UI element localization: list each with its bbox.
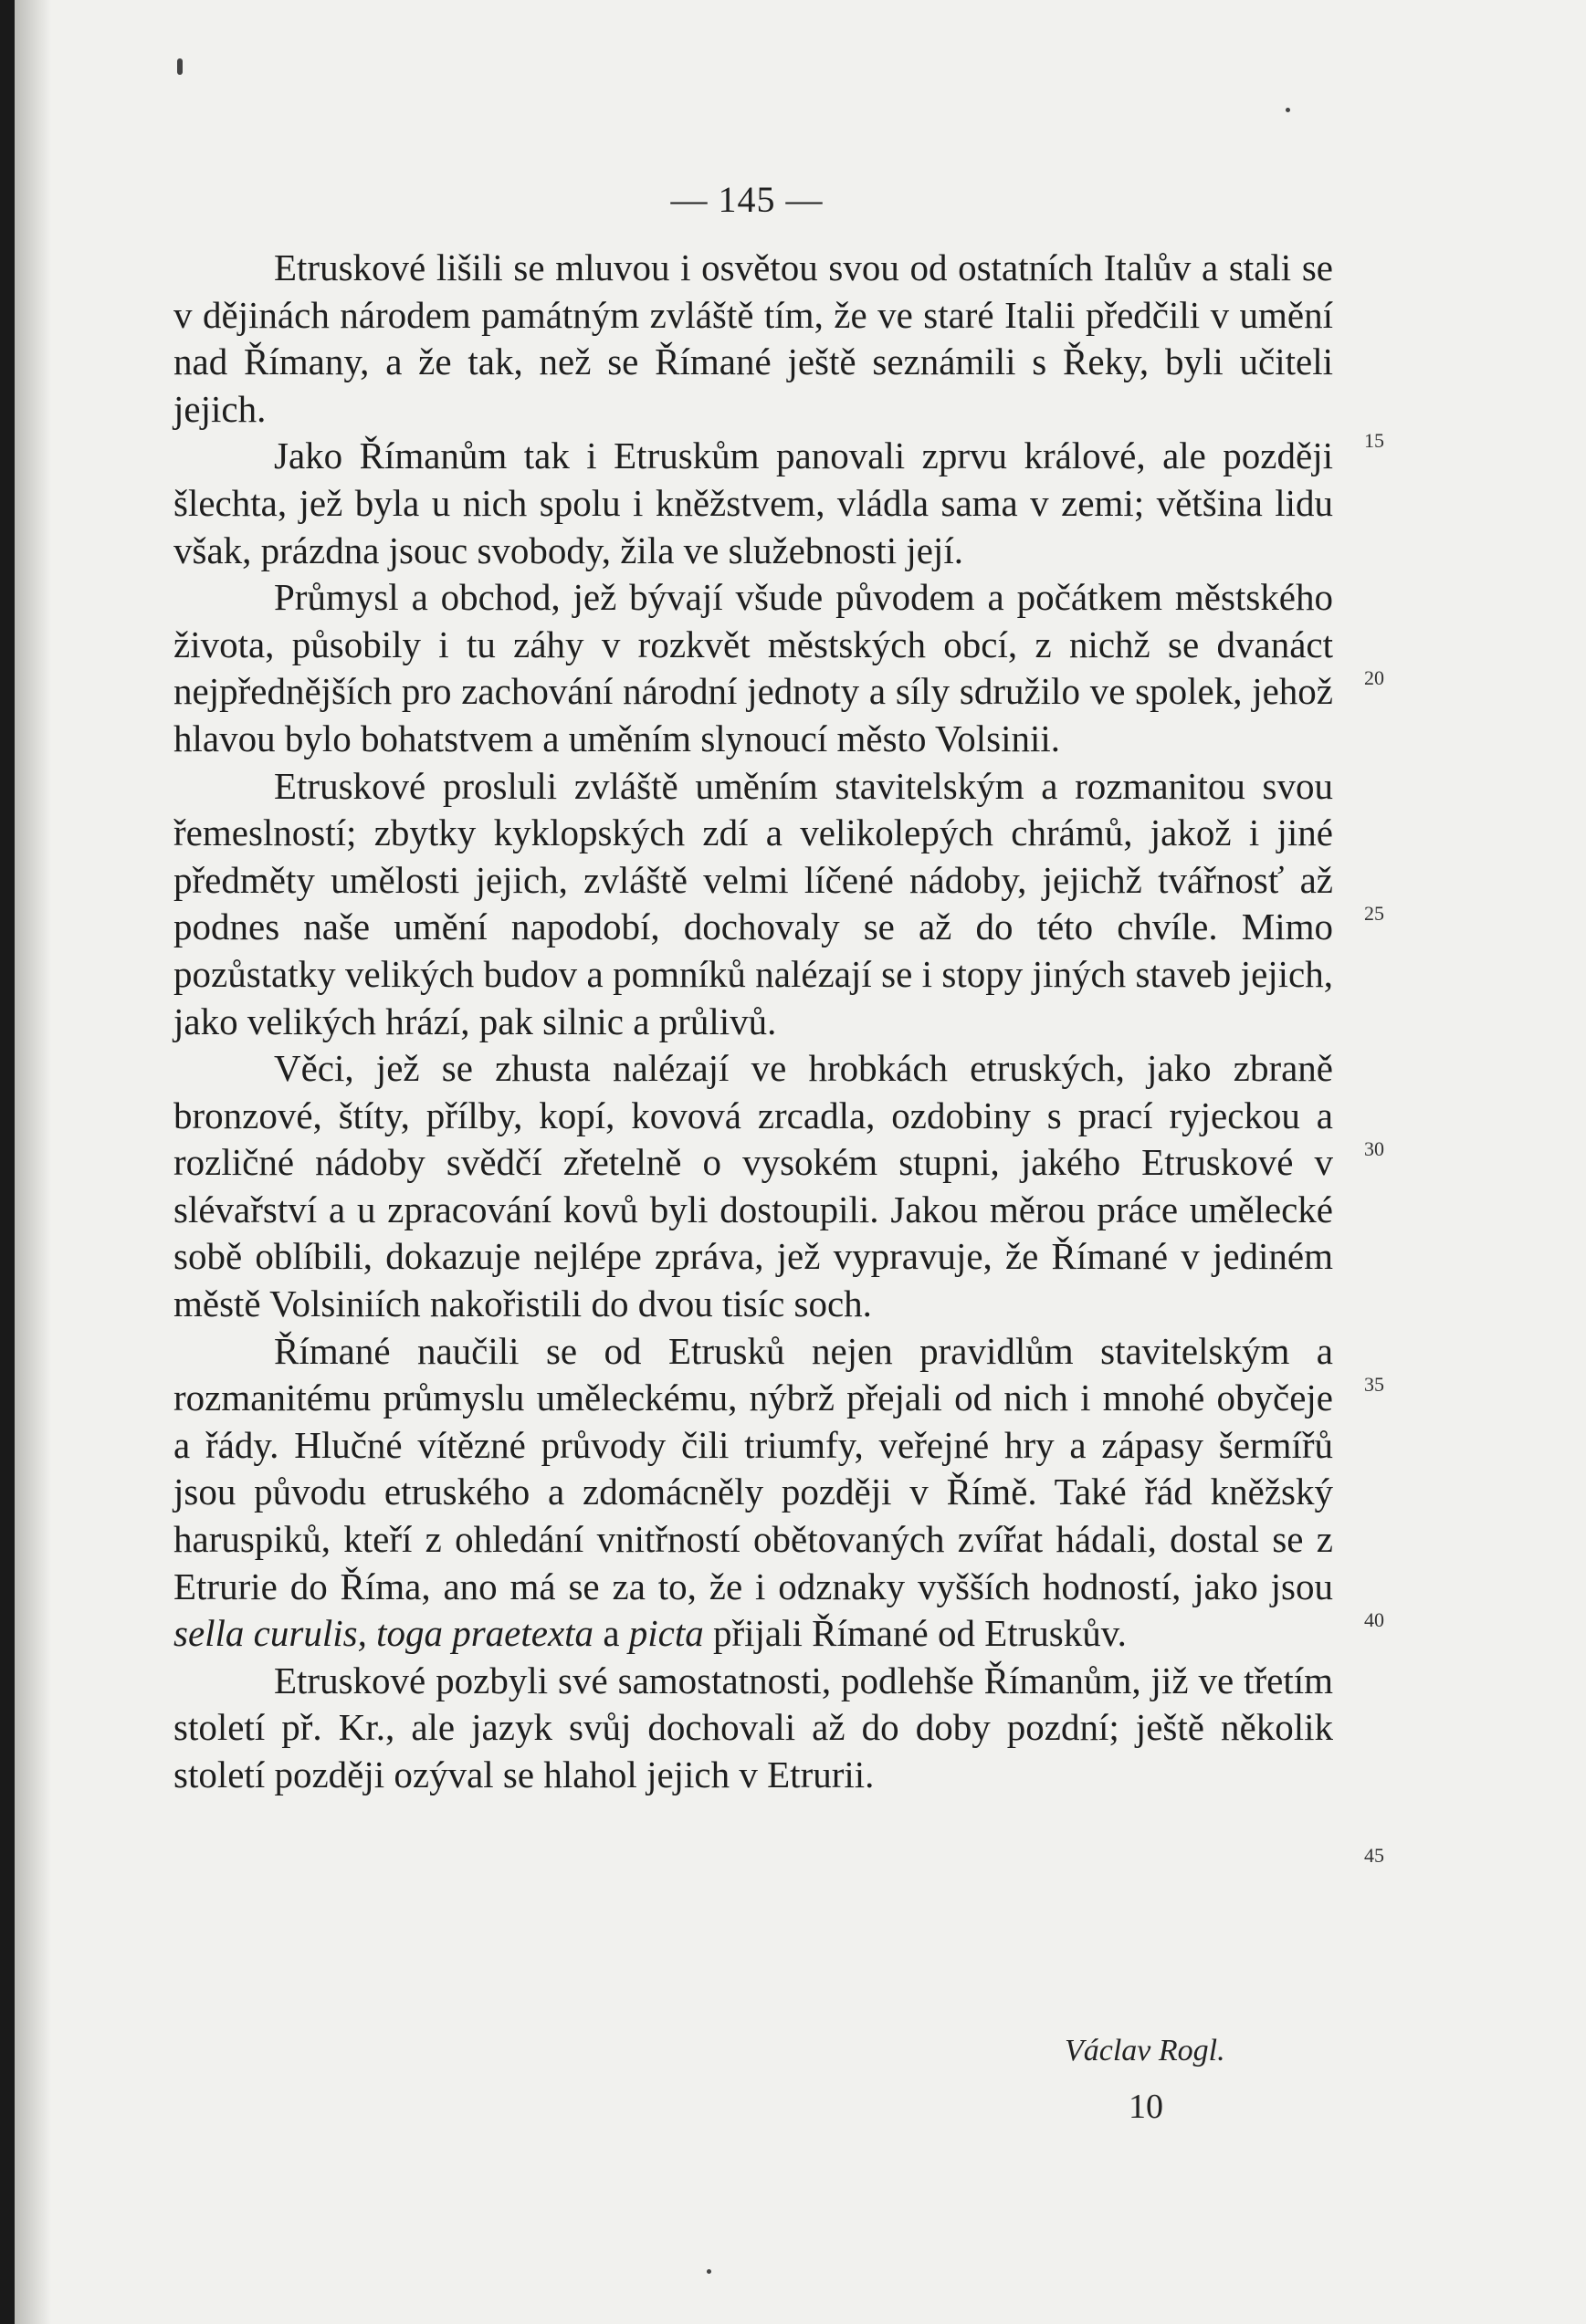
paragraph: Věci, jež se zhusta nalézají ve hrobkách etruských, jako zbraně bronzové, štíty, přílby, kopí, kovová zrcadla, ozdobiny s prací ryjeckou a rozličné nádoby svědčí zřetelně o vysokém stupni, jakého Etruskové v slévařství a u zpracování kovů byli dostoupili. Jakou měrou práce umělecké sobě oblíbili, dokazuje nejlépe zpráva, jež vypravuje, že Římané v jediném městě Volsiniích nakořistili do dvou tisíc soch. — [173, 1047, 1333, 1325]
line-number: 15 — [1364, 429, 1384, 452]
author-signature: Václav Rogl. — [1065, 2034, 1225, 2068]
scan-speck — [707, 2269, 711, 2274]
paragraph — [173, 1328, 1333, 1658]
paragraph-text: přijali Římané od Etruskův. — [703, 1612, 1127, 1655]
scan-speck — [1286, 108, 1290, 112]
line-number: 35 — [1364, 1373, 1384, 1396]
paragraph: Jako Římanům tak i Etruskům panovali zprvu králové, ale později šlechta, jež byla u nich spolu i kněžstvem, vládla sama v zemi; většina lidu však, prázdna jsouc svobody, žila ve služebnosti její. — [173, 434, 1333, 571]
line-number: 45 — [1364, 1844, 1384, 1867]
line-number: 20 — [1364, 666, 1384, 689]
signature-number: 10 — [1129, 2088, 1163, 2126]
paragraph: Etruskové prosluli zvláště uměním stavitelským a rozmanitou svou řemeslností; zbytky kyklopských zdí a velikolepých chrámů, jakož i jiné předměty umělosti jejich, zvláště velmi líčené nádoby, jejichž tvářnosť až podnes naše umění napodobí, dochovaly se až do této chvíle. Mimo pozůstatky velikých budov a pomníků nalézají se i stopy jiných staveb jejich, jako velikých hrází, pak silnic a průlivů. — [173, 764, 1333, 1042]
page-edge-shadow — [15, 0, 51, 2324]
paragraph: Etruskové pozbyli své samostatnosti, podlehše Římanům, již ve třetím století př. Kr., ale jazyk svůj dochovali až do doby pozdní; ještě několik století později ozýval se hlahol jejich v Etrurii. — [173, 1659, 1333, 1795]
latin-term: picta — [628, 1612, 704, 1655]
paragraph: Průmysl a obchod, jež bývají všude původem a počátkem městského života, působily i tu záhy v rozkvět městských obcí, z nichž se dvanáct nejpřednějších pro zachování národní jednoty a síly sdružilo ve spolek, jehož hlavou bylo bohatstvem a uměním slynoucí město Volsinii. — [173, 576, 1333, 759]
scan-speck — [177, 58, 183, 75]
line-number: 25 — [1364, 902, 1384, 925]
line-number: 40 — [1364, 1608, 1384, 1631]
book-page — [15, 0, 1586, 2324]
page-header: — 145 — — [670, 179, 824, 220]
line-number: 30 — [1364, 1137, 1384, 1160]
paragraph: Etruskové lišili se mluvou i osvětou svou od ostatních Italův a stali se v dějinách národem památným zvláště tím, že ve staré Italii předčili v umění nad Římany, a že tak, než se Římané ještě seznámili s Řeky, byli učiteli jejich. — [173, 246, 1333, 430]
latin-term: sella curulis, toga praetexta — [173, 1612, 594, 1655]
article-body — [173, 245, 1333, 1799]
paragraph-text: a — [593, 1612, 629, 1655]
paragraph-text: Římané naučili se od Etrusků nejen pravidlům stavitelským a rozmanitému průmyslu uměleckému, nýbrž přejali od nich i mnohé obyčeje a řády. Hlučné vítězné průvody čili triumfy, veřejné hry a zápasy šermířů jsou původu etruského a zdomácněly později v Římě. Také řád kněžský haruspiků, kteří z ohledání vnitřností obětovaných zvířat hádali, dostal se z Etrurie do Říma, ano má se za to, že i odznaky vyšších hodností, jako jsou — [173, 1329, 1333, 1607]
